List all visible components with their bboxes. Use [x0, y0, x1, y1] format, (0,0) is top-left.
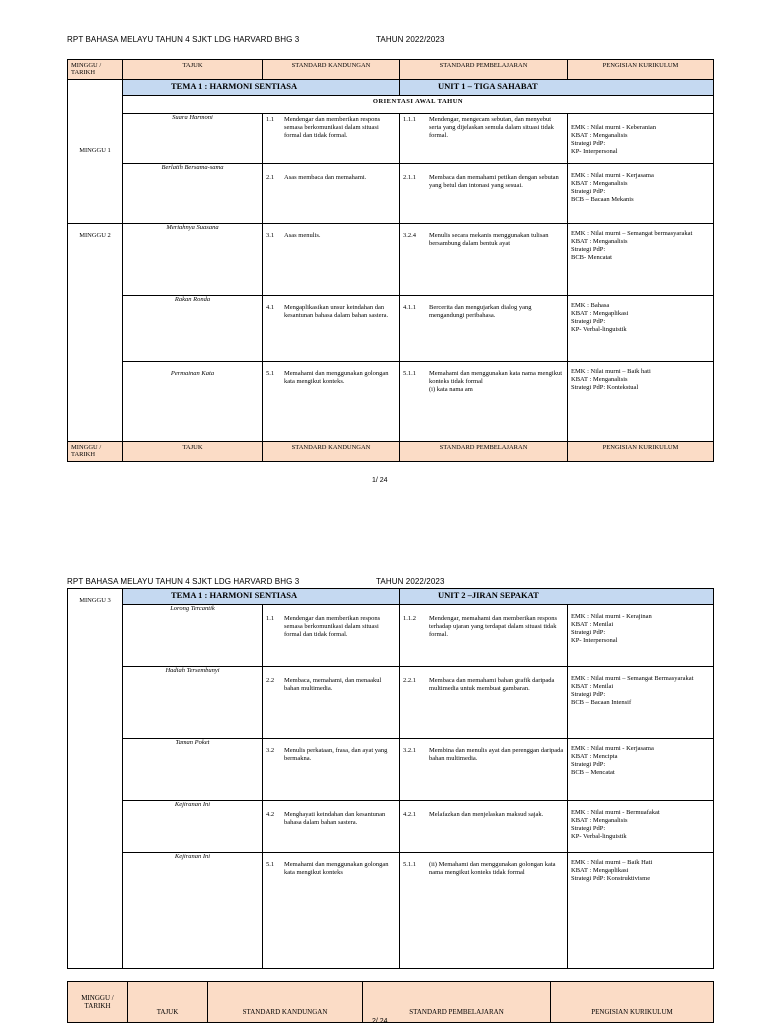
tajuk-cell: Hadiah Tersembunyi [123, 667, 263, 739]
unit-title: UNIT 2 –JIRAN SEPAKAT [400, 589, 714, 605]
sk-text: Asas membaca dan memahami. [284, 174, 367, 181]
sk-number: 1.1 [266, 116, 275, 123]
col-minggu: MINGGU / TARIKH [68, 982, 128, 1023]
table-row [68, 362, 714, 442]
doc-title: RPT BAHASA MELAYU TAHUN 4 SJKT LDG HARVARD BHG 3 [67, 577, 300, 586]
sp-text: Menulis secara mekanis menggunakan tulisan bersambung dalam bentuk ayat [429, 232, 549, 247]
sp-text: Membaca dan memahami petikan dengan sebutan yang betul dan intonasi yang sesuai. [429, 174, 559, 189]
sk-number: 3.2 [266, 747, 275, 754]
sp-text: Bercerita dan mengujarkan dialog yang mengandungi peribahasa. [429, 304, 532, 319]
pk-text: EMK : Nilai murni - Kerjasama KBAT : Menganalisis Strategi PdP: BCB – Bacaan Mekanis [568, 164, 714, 224]
minggu-1: MINGGU 1 [68, 80, 123, 224]
sk-number: 3.1 [266, 232, 275, 239]
rpt-table-page1 [67, 59, 714, 462]
pk-text: EMK : Nilai murni – Baik hati KBAT : Menganalisis Strategi PdP: Kontekstual [568, 362, 714, 442]
sp-number: 1.1.2 [403, 615, 417, 622]
table-row [68, 114, 714, 164]
sp-number: 4.1.1 [403, 304, 416, 311]
page-number: 2/ 24 [372, 1018, 388, 1025]
tajuk-cell: Kejiranan Ini [123, 853, 263, 969]
column-footer-row-page2 [67, 981, 714, 1023]
table-row [68, 164, 714, 224]
col-pengisian-kurikulum: PENGISIAN KURIKULUM [568, 442, 714, 462]
sk-number: 5.1 [266, 370, 275, 377]
table-row [68, 224, 714, 296]
tajuk-cell: Taman Poket [123, 739, 263, 801]
tajuk-cell: Permainan Kata [123, 362, 263, 442]
pk-text: EMK : Nilai murni - Kerjasama KBAT : Mencipta Strategi PdP: BCB – Mencatat [568, 739, 714, 801]
sk-text: Memahami dan menggunakan golongan kata mengikut konteks. [284, 370, 389, 385]
sp-text: Mendengar, memahami dan memberikan respons terhadap ujaran yang terdapat dalam situasi tidak formal. [429, 615, 558, 638]
minggu-3: MINGGU 3 [68, 589, 123, 969]
sp-number: 1.1.1 [403, 116, 416, 123]
sk-text: Menghayati keindahan dan kesantunan bahasa dalam bahan sastera. [284, 811, 386, 826]
col-pengisian-kurikulum: PENGISIAN KURIKULUM [568, 60, 714, 80]
col-pengisian-kurikulum: PENGISIAN KURIKULUM [551, 982, 714, 1023]
sp-number: 5.1.1 [403, 861, 417, 868]
sk-text: Menulis perkataan, frasa, dan ayat yang bermakna. [284, 747, 388, 762]
doc-title: RPT BAHASA MELAYU TAHUN 4 SJKT LDG HARVARD BHG 3 [67, 35, 300, 44]
sp-number: 3.2.4 [403, 232, 416, 239]
sk-text: Memahami dan menggunakan golongan kata mengikut konteks [284, 861, 389, 876]
col-minggu: MINGGU / TARIKH [68, 60, 123, 80]
sk-number: 5.1 [266, 861, 275, 868]
tajuk-cell: Kejiranan Ini [123, 801, 263, 853]
sk-text: Mengaplikasikan unsur keindahan dan kesantunan bahasa dalam bahan sastera. [284, 304, 389, 319]
table-row [68, 296, 714, 362]
column-header-row [68, 60, 714, 80]
column-footer-row [68, 442, 714, 462]
table-row [68, 739, 714, 801]
pk-text: EMK : Nilai murni – Semangat Bermasyarakat KBAT : Menilai Strategi PdP: BCB – Bacaan Intensif [568, 667, 714, 739]
sp-number: 3.2.1 [403, 747, 417, 754]
pk-text: EMK : Nilai murni - Keberanian KBAT : Menganalisis Strategi PdP: KP- Interpersonal [568, 114, 714, 164]
sk-number: 4.1 [266, 304, 275, 311]
pk-text: EMK : Nilai murni - Bermuafakat KBAT : Menganalisis Strategi PdP: KP- Verbal-linguistik [568, 801, 714, 853]
col-standard-pembelajaran: STANDARD PEMBELAJARAN [400, 442, 568, 462]
table-row [68, 801, 714, 853]
tajuk-cell: Rakan Ronda [123, 296, 263, 362]
sp-text: Mendengar, mengecam sebutan, dan menyebut serta yang dijelaskan semula dalam situasi tidak formal. [429, 116, 554, 139]
unit-title: UNIT 1 – TIGA SAHABAT [400, 80, 714, 96]
sp-text: Membina dan menulis ayat dan perenggan daripada bahan multimedia. [429, 747, 564, 762]
sk-text: Membaca, memahami, dan menaakul bahan multimedia. [284, 677, 382, 692]
col-tajuk: TAJUK [123, 60, 263, 80]
col-tajuk: TAJUK [128, 982, 208, 1023]
col-standard-pembelajaran: STANDARD PEMBELAJARAN [400, 60, 568, 80]
sp-text: Melafazkan dan menjelaskan maksud sajak. [429, 811, 544, 818]
sp-number: 4.2.1 [403, 811, 417, 818]
orientasi-title: ORIENTASI AWAL TAHUN [123, 96, 714, 114]
minggu-2: MINGGU 2 [68, 224, 123, 442]
sp-number: 2.2.1 [403, 677, 417, 684]
sp-text: Membaca dan memahami bahan grafik daripada multimedia untuk membuat gambaran. [429, 677, 555, 692]
col-standard-kandungan: STANDARD KANDUNGAN [208, 982, 363, 1023]
sk-number: 2.2 [266, 677, 275, 684]
tema-title: TEMA 1 : HARMONI SENTIASA [123, 589, 400, 605]
sp-number: 5.1.1 [403, 370, 416, 377]
tajuk-cell: Meriahnya Suasana [123, 224, 263, 296]
sk-number: 4.2 [266, 811, 275, 818]
doc-year: TAHUN 2022/2023 [376, 577, 445, 586]
pk-text: EMK : Nilai murni – Baik Hati KBAT : Mengaplikasi Strategi PdP: Konstruktivisme [568, 853, 714, 969]
tema-title: TEMA 1 : HARMONI SENTIASA [123, 80, 400, 96]
doc-year: TAHUN 2022/2023 [376, 35, 445, 44]
col-minggu: MINGGU / TARIKH [68, 442, 123, 462]
table-row [68, 605, 714, 667]
col-tajuk: TAJUK [123, 442, 263, 462]
table-row [68, 853, 714, 969]
sp-number: 2.1.1 [403, 174, 416, 181]
tajuk-cell: Lorong Tercantik [123, 605, 263, 667]
sk-number: 2.1 [266, 174, 275, 181]
sk-text: Mendengar dan memberikan respons semasa berkomunikasi dalam situasi formal dan tidak formal. [284, 116, 381, 139]
col-standard-pembelajaran: STANDARD PEMBELAJARAN [363, 982, 551, 1023]
sk-number: 1.1 [266, 615, 275, 622]
tajuk-cell: Suara Harmoni [123, 114, 263, 164]
pk-text: EMK : Bahasa KBAT : Mengaplikasi Strategi PdP: KP- Verbal-linguistik [568, 296, 714, 362]
page-number: 1/ 24 [372, 477, 388, 484]
col-standard-kandungan: STANDARD KANDUNGAN [263, 442, 400, 462]
rpt-table-page2 [67, 588, 714, 969]
pk-text: EMK : Nilai murni – Semangat bermasyarakat KBAT : Menganalisis Strategi PdP: BCB- Mencatat [568, 224, 714, 296]
sk-text: Mendengar dan memberikan respons semasa berkomunikasi dalam situasi formal dan tidak formal. [284, 615, 381, 638]
sk-text: Asas menulis. [284, 232, 321, 239]
sp-text: Memahami dan menggunakan kata nama mengikut konteks tidak formal (i) kata nama am [429, 370, 563, 393]
sp-text: (ii) Memahami dan menggunakan golongan kata nama mengikut konteks tidak formal [429, 861, 556, 876]
tajuk-cell: Berlatih Bersama-sama [123, 164, 263, 224]
table-row [68, 667, 714, 739]
col-standard-kandungan: STANDARD KANDUNGAN [263, 60, 400, 80]
pk-text: EMK : Nilai murni - Kerajinan KBAT : Menilai Strategi PdP: KP- Interpersonal [568, 605, 714, 667]
